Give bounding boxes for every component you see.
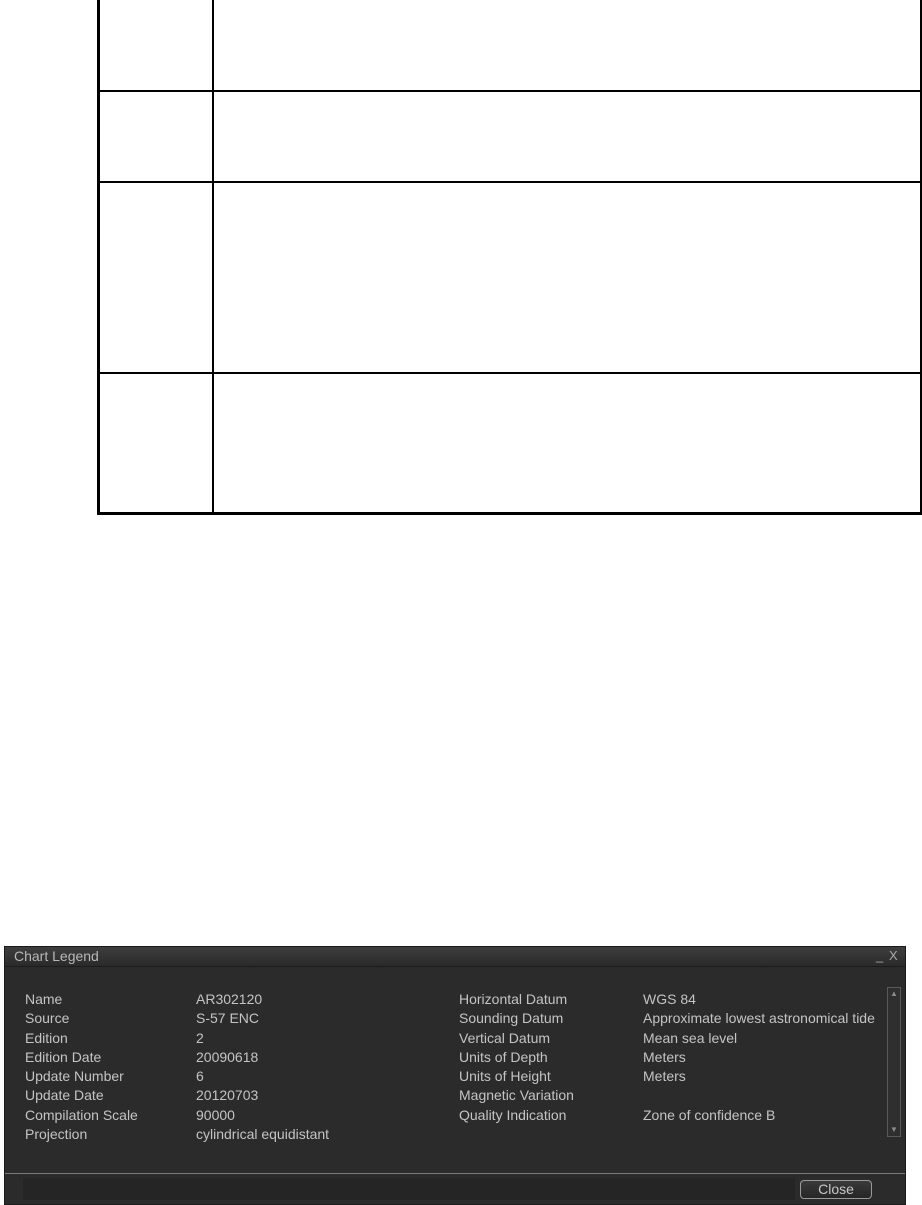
table-column-divider [212, 0, 214, 512]
compilation-scale-label: Compilation Scale [25, 1107, 138, 1123]
close-icon[interactable]: X [889, 948, 898, 963]
quality-indication-label: Quality Indication [459, 1107, 567, 1123]
sounding-datum-label: Sounding Datum [459, 1010, 564, 1026]
source-label: Source [25, 1010, 70, 1026]
units-of-height-value: Meters [643, 1068, 686, 1084]
vertical-datum-label: Vertical Datum [459, 1030, 551, 1046]
units-of-depth-label: Units of Depth [459, 1049, 548, 1065]
vertical-scrollbar[interactable] [887, 987, 901, 1137]
edition-value: 2 [196, 1030, 204, 1046]
scroll-down-arrow-icon[interactable]: ▼ [890, 1125, 898, 1134]
minimize-icon[interactable]: _ [876, 948, 884, 963]
name-label: Name [25, 991, 63, 1007]
status-bar [23, 1178, 795, 1200]
chart-legend-dialog [4, 946, 906, 1205]
edition-label: Edition [25, 1030, 68, 1046]
document-table [97, 0, 922, 515]
compilation-scale-value: 90000 [196, 1107, 235, 1123]
update-date-value: 20120703 [196, 1087, 259, 1103]
footer-divider [5, 1173, 905, 1174]
units-of-depth-value: Meters [643, 1049, 686, 1065]
update-date-label: Update Date [25, 1087, 104, 1103]
quality-indication-value: Zone of confidence B [643, 1107, 776, 1123]
horizontal-datum-label: Horizontal Datum [459, 991, 568, 1007]
table-row [100, 183, 920, 374]
units-of-height-label: Units of Height [459, 1068, 551, 1084]
name-value: AR302120 [196, 991, 263, 1007]
projection-value: cylindrical equidistant [196, 1126, 330, 1142]
edition-date-value: 20090618 [196, 1049, 259, 1065]
table-row [100, 374, 920, 512]
dialog-title: Chart Legend [14, 948, 99, 964]
projection-label: Projection [25, 1126, 88, 1142]
edition-date-label: Edition Date [25, 1049, 102, 1065]
vertical-datum-value: Mean sea level [643, 1030, 738, 1046]
table-row [100, 0, 920, 92]
source-value: S-57 ENC [196, 1010, 260, 1026]
table-row [100, 92, 920, 183]
update-number-label: Update Number [25, 1068, 124, 1084]
close-button[interactable]: Close [800, 1180, 872, 1199]
scroll-up-arrow-icon[interactable]: ▲ [890, 989, 898, 998]
magnetic-variation-label: Magnetic Variation [459, 1087, 574, 1103]
horizontal-datum-value: WGS 84 [643, 991, 696, 1007]
update-number-value: 6 [196, 1068, 204, 1084]
sounding-datum-value: Approximate lowest astronomical tide [643, 1010, 875, 1026]
dialog-titlebar[interactable] [5, 947, 905, 967]
